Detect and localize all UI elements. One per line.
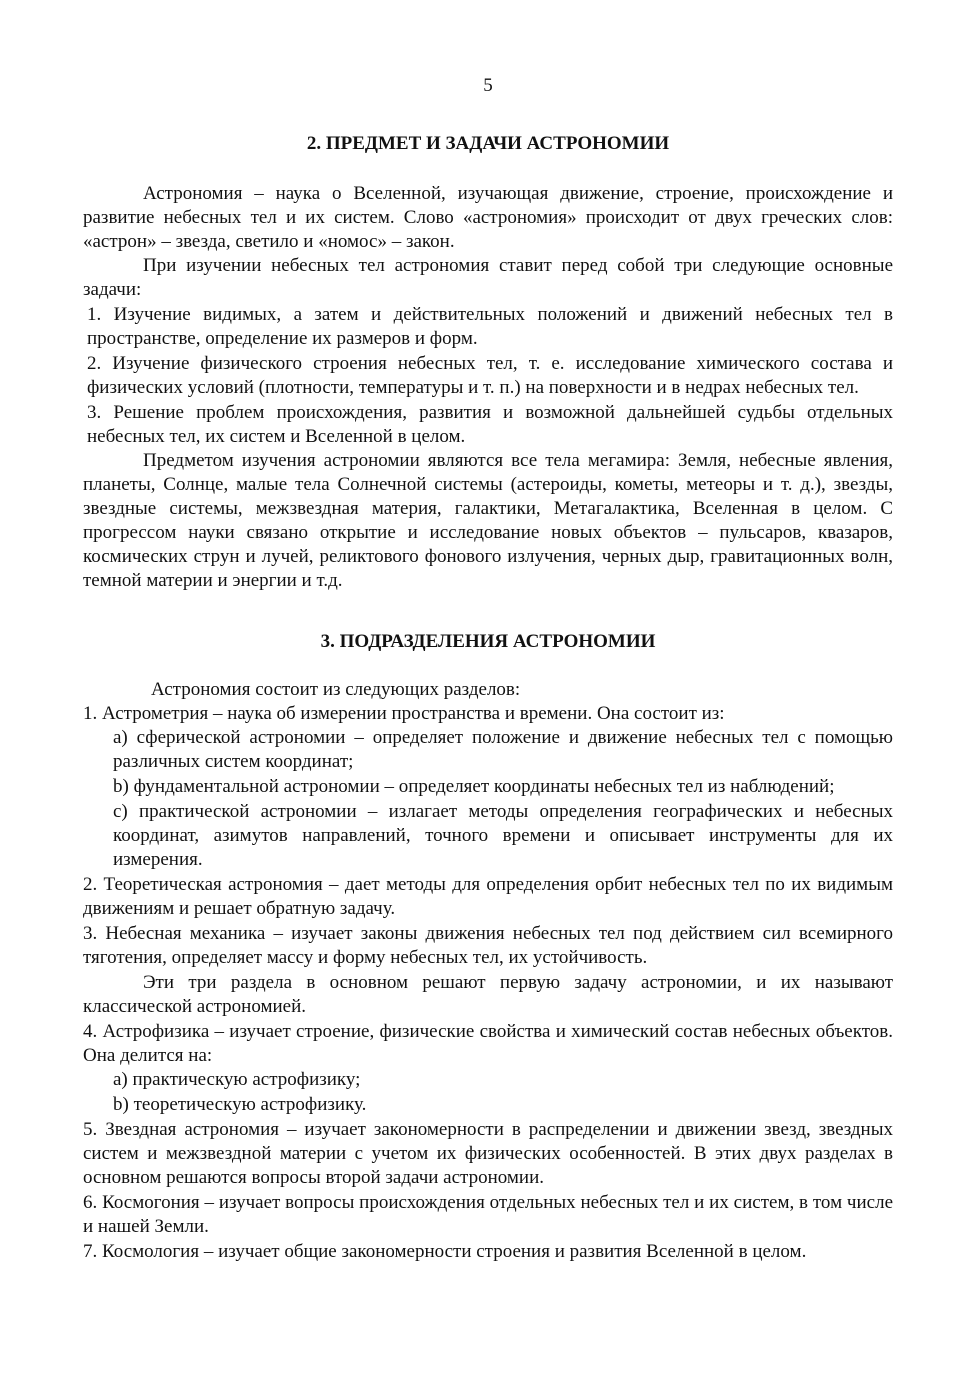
classical-astronomy-note: Эти три раздела в основном решают первую задачу астрономии, и их называют классической астрономией. bbox=[83, 972, 893, 1017]
page-number: 5 bbox=[483, 75, 493, 96]
division-item-6: 6. Космогония – изучает вопросы происхождения отдельных небесных тел и их систем, в том числе и нашей Земли. bbox=[83, 1192, 893, 1237]
division-item-5: 5. Звездная астрономия – изучает закономерности в распределении и движении звезд, звездных систем и межзвездной материи с учетом их физических особенностей. В этих двух разделах в основном решаются вопросы второй задачи астрономии. bbox=[83, 1119, 893, 1188]
division-item-4: 4. Астрофизика – изучает строение, физические свойства и химический состав небесных объектов. Она делится на: bbox=[83, 1021, 893, 1066]
division-1-sub-c: c) практической астрономии – излагает методы определения географических и небесных координат, азимутов направлений, точного времени и описывает инструменты для их измерения. bbox=[113, 801, 893, 870]
section-2-heading: 2. ПРЕДМЕТ И ЗАДАЧИ АСТРОНОМИИ bbox=[306, 133, 670, 154]
division-item-2: 2. Теоретическая астрономия – дает методы для определения орбит небесных тел по их видимым движениям и решает обратную задачу. bbox=[83, 874, 893, 919]
task-item-1: 1. Изучение видимых, а затем и действительных положений и движений небесных тел в пространстве, определение их размеров и форм. bbox=[87, 304, 893, 349]
section-2-tasks-intro: При изучении небесных тел астрономия ставит перед собой три следующие основные задачи: bbox=[83, 255, 893, 300]
division-item-7: 7. Космология – изучает общие закономерности строения и развития Вселенной в целом. bbox=[83, 1241, 807, 1262]
division-1-sub-a: a) сферической астрономии – определяет положение и движение небесных тел с помощью различных систем координат; bbox=[113, 727, 893, 772]
division-item-1: 1. Астрометрия – наука об измерении пространства и времени. Она состоит из: bbox=[83, 703, 725, 724]
division-item-3: 3. Небесная механика – изучает законы движения небесных тел под действием сил всемирного тяготения, определяет массу и форму небесных тел, их устойчивость. bbox=[83, 923, 893, 968]
division-4-sub-a: a) практическую астрофизику; bbox=[113, 1069, 361, 1090]
section-3-heading: 3. ПОДРАЗДЕЛЕНИЯ АСТРОНОМИИ bbox=[320, 631, 656, 652]
division-4-sub-b: b) теоретическую астрофизику. bbox=[113, 1094, 367, 1115]
section-3-intro: Астрономия состоит из следующих разделов: bbox=[151, 679, 521, 700]
task-item-2: 2. Изучение физического строения небесных тел, т. е. исследование химического состава и физических условий (плотности, температуры и т. п.) на поверхности и в недрах небесных тел. bbox=[87, 353, 893, 398]
section-2-intro: Астрономия – наука о Вселенной, изучающая движение, строение, происхождение и развитие небесных тел и их систем. Слово «астрономия» происходит от двух греческих слов: «астрон» – звезда, светило и «номос» – закон. bbox=[83, 183, 893, 252]
section-2-subject: Предметом изучения астрономии являются все тела мегамира: Земля, небесные явления, планеты, Солнце, малые тела Солнечной системы (астероиды, кометы, метеоры и т. д.), звезды, звездные системы, межзвездная материя, галактики, Метагалактика, Вселенная в целом. С прогрессом науки связано открытие и исследование новых объектов – пульсаров, квазаров, космических струн и лучей, реликтового фонового излучения, черных дыр, гравитационных волн, темной материи и энергии и т.д. bbox=[83, 450, 893, 591]
section-spacer bbox=[83, 593, 893, 630]
task-item-3: 3. Решение проблем происхождения, развития и возможной дальнейшей судьбы отдельных небесных тел, их систем и Вселенной в целом. bbox=[87, 402, 893, 447]
division-1-sub-b: b) фундаментальной астрономии – определяет координаты небесных тел из наблюдений; bbox=[113, 776, 835, 797]
